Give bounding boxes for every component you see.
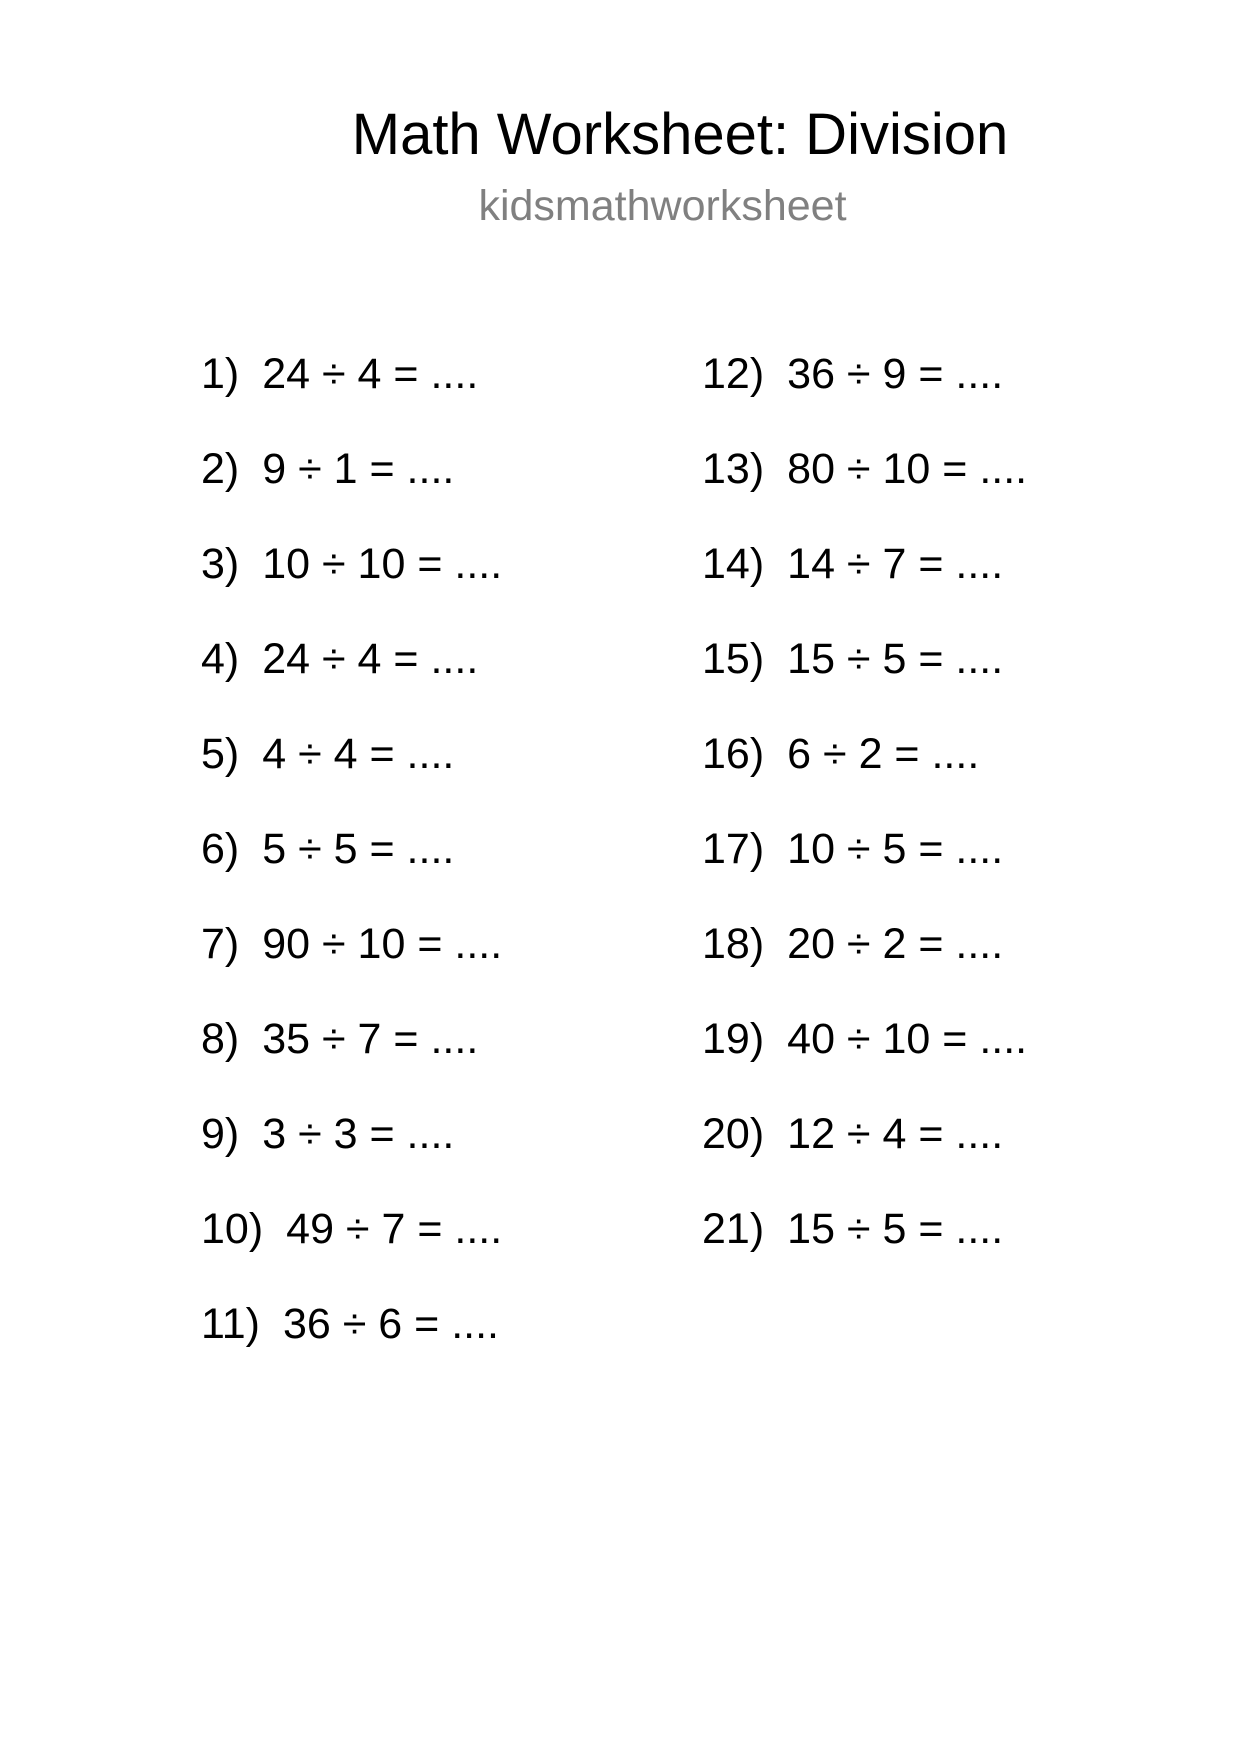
problem-expression: 36 ÷ 9 = .... <box>787 350 1004 398</box>
problem-4 <box>201 633 502 728</box>
problem-expression: 14 ÷ 7 = .... <box>787 540 1004 588</box>
problem-expression: 80 ÷ 10 = .... <box>787 445 1028 493</box>
problem-21 <box>702 1203 1027 1298</box>
problem-5 <box>201 728 502 823</box>
problem-expression: 49 ÷ 7 = .... <box>286 1205 503 1253</box>
problem-number: 5) <box>201 730 240 778</box>
problem-number: 14) <box>702 540 765 588</box>
problem-expression: 3 ÷ 3 = .... <box>262 1110 455 1158</box>
problem-expression: 12 ÷ 4 = .... <box>787 1110 1004 1158</box>
problem-number: 4) <box>201 635 240 683</box>
problem-20 <box>702 1108 1027 1203</box>
problem-16 <box>702 728 1027 823</box>
problem-14 <box>702 538 1027 633</box>
problem-expression: 10 ÷ 5 = .... <box>787 825 1004 873</box>
problem-expression: 15 ÷ 5 = .... <box>787 1205 1004 1253</box>
problem-number: 16) <box>702 730 765 778</box>
problem-7 <box>201 918 502 1013</box>
worksheet-subtitle: kidsmathworksheet <box>478 182 847 230</box>
problem-column-left <box>201 348 502 1393</box>
problem-12 <box>702 348 1027 443</box>
problem-number: 3) <box>201 540 240 588</box>
problem-number: 9) <box>201 1110 240 1158</box>
problem-expression: 20 ÷ 2 = .... <box>787 920 1004 968</box>
problem-expression: 35 ÷ 7 = .... <box>262 1015 479 1063</box>
problem-number: 10) <box>201 1205 264 1253</box>
problem-expression: 36 ÷ 6 = .... <box>282 1300 499 1348</box>
problem-number: 7) <box>201 920 240 968</box>
problem-1 <box>201 348 502 443</box>
problem-number: 1) <box>201 350 240 398</box>
problem-expression: 24 ÷ 4 = .... <box>262 350 479 398</box>
problem-18 <box>702 918 1027 1013</box>
problem-number: 2) <box>201 445 240 493</box>
problem-expression: 90 ÷ 10 = .... <box>262 920 503 968</box>
problem-expression: 9 ÷ 1 = .... <box>262 445 455 493</box>
problem-2 <box>201 443 502 538</box>
problem-15 <box>702 633 1027 728</box>
problem-number: 6) <box>201 825 240 873</box>
problem-expression: 10 ÷ 10 = .... <box>262 540 503 588</box>
problem-expression: 15 ÷ 5 = .... <box>787 635 1004 683</box>
problem-19 <box>702 1013 1027 1108</box>
problem-11 <box>201 1298 502 1393</box>
problem-expression: 5 ÷ 5 = .... <box>262 825 455 873</box>
problem-number: 17) <box>702 825 765 873</box>
problem-6 <box>201 823 502 918</box>
problem-8 <box>201 1013 502 1108</box>
problem-13 <box>702 443 1027 538</box>
problem-expression: 4 ÷ 4 = .... <box>262 730 455 778</box>
problem-number: 20) <box>702 1110 765 1158</box>
problem-expression: 24 ÷ 4 = .... <box>262 635 479 683</box>
problem-number: 12) <box>702 350 765 398</box>
problem-number: 18) <box>702 920 765 968</box>
problem-3 <box>201 538 502 633</box>
problem-17 <box>702 823 1027 918</box>
problem-column-right <box>702 348 1027 1298</box>
problem-10 <box>201 1203 502 1298</box>
problem-number: 19) <box>702 1015 765 1063</box>
problem-number: 8) <box>201 1015 240 1063</box>
problem-number: 15) <box>702 635 765 683</box>
problem-number: 21) <box>702 1205 765 1253</box>
worksheet-title: Math Worksheet: Division <box>351 102 1009 167</box>
problem-expression: 40 ÷ 10 = .... <box>787 1015 1028 1063</box>
problem-number: 11) <box>201 1300 260 1348</box>
problem-number: 13) <box>702 445 765 493</box>
problem-expression: 6 ÷ 2 = .... <box>787 730 980 778</box>
problem-9 <box>201 1108 502 1203</box>
